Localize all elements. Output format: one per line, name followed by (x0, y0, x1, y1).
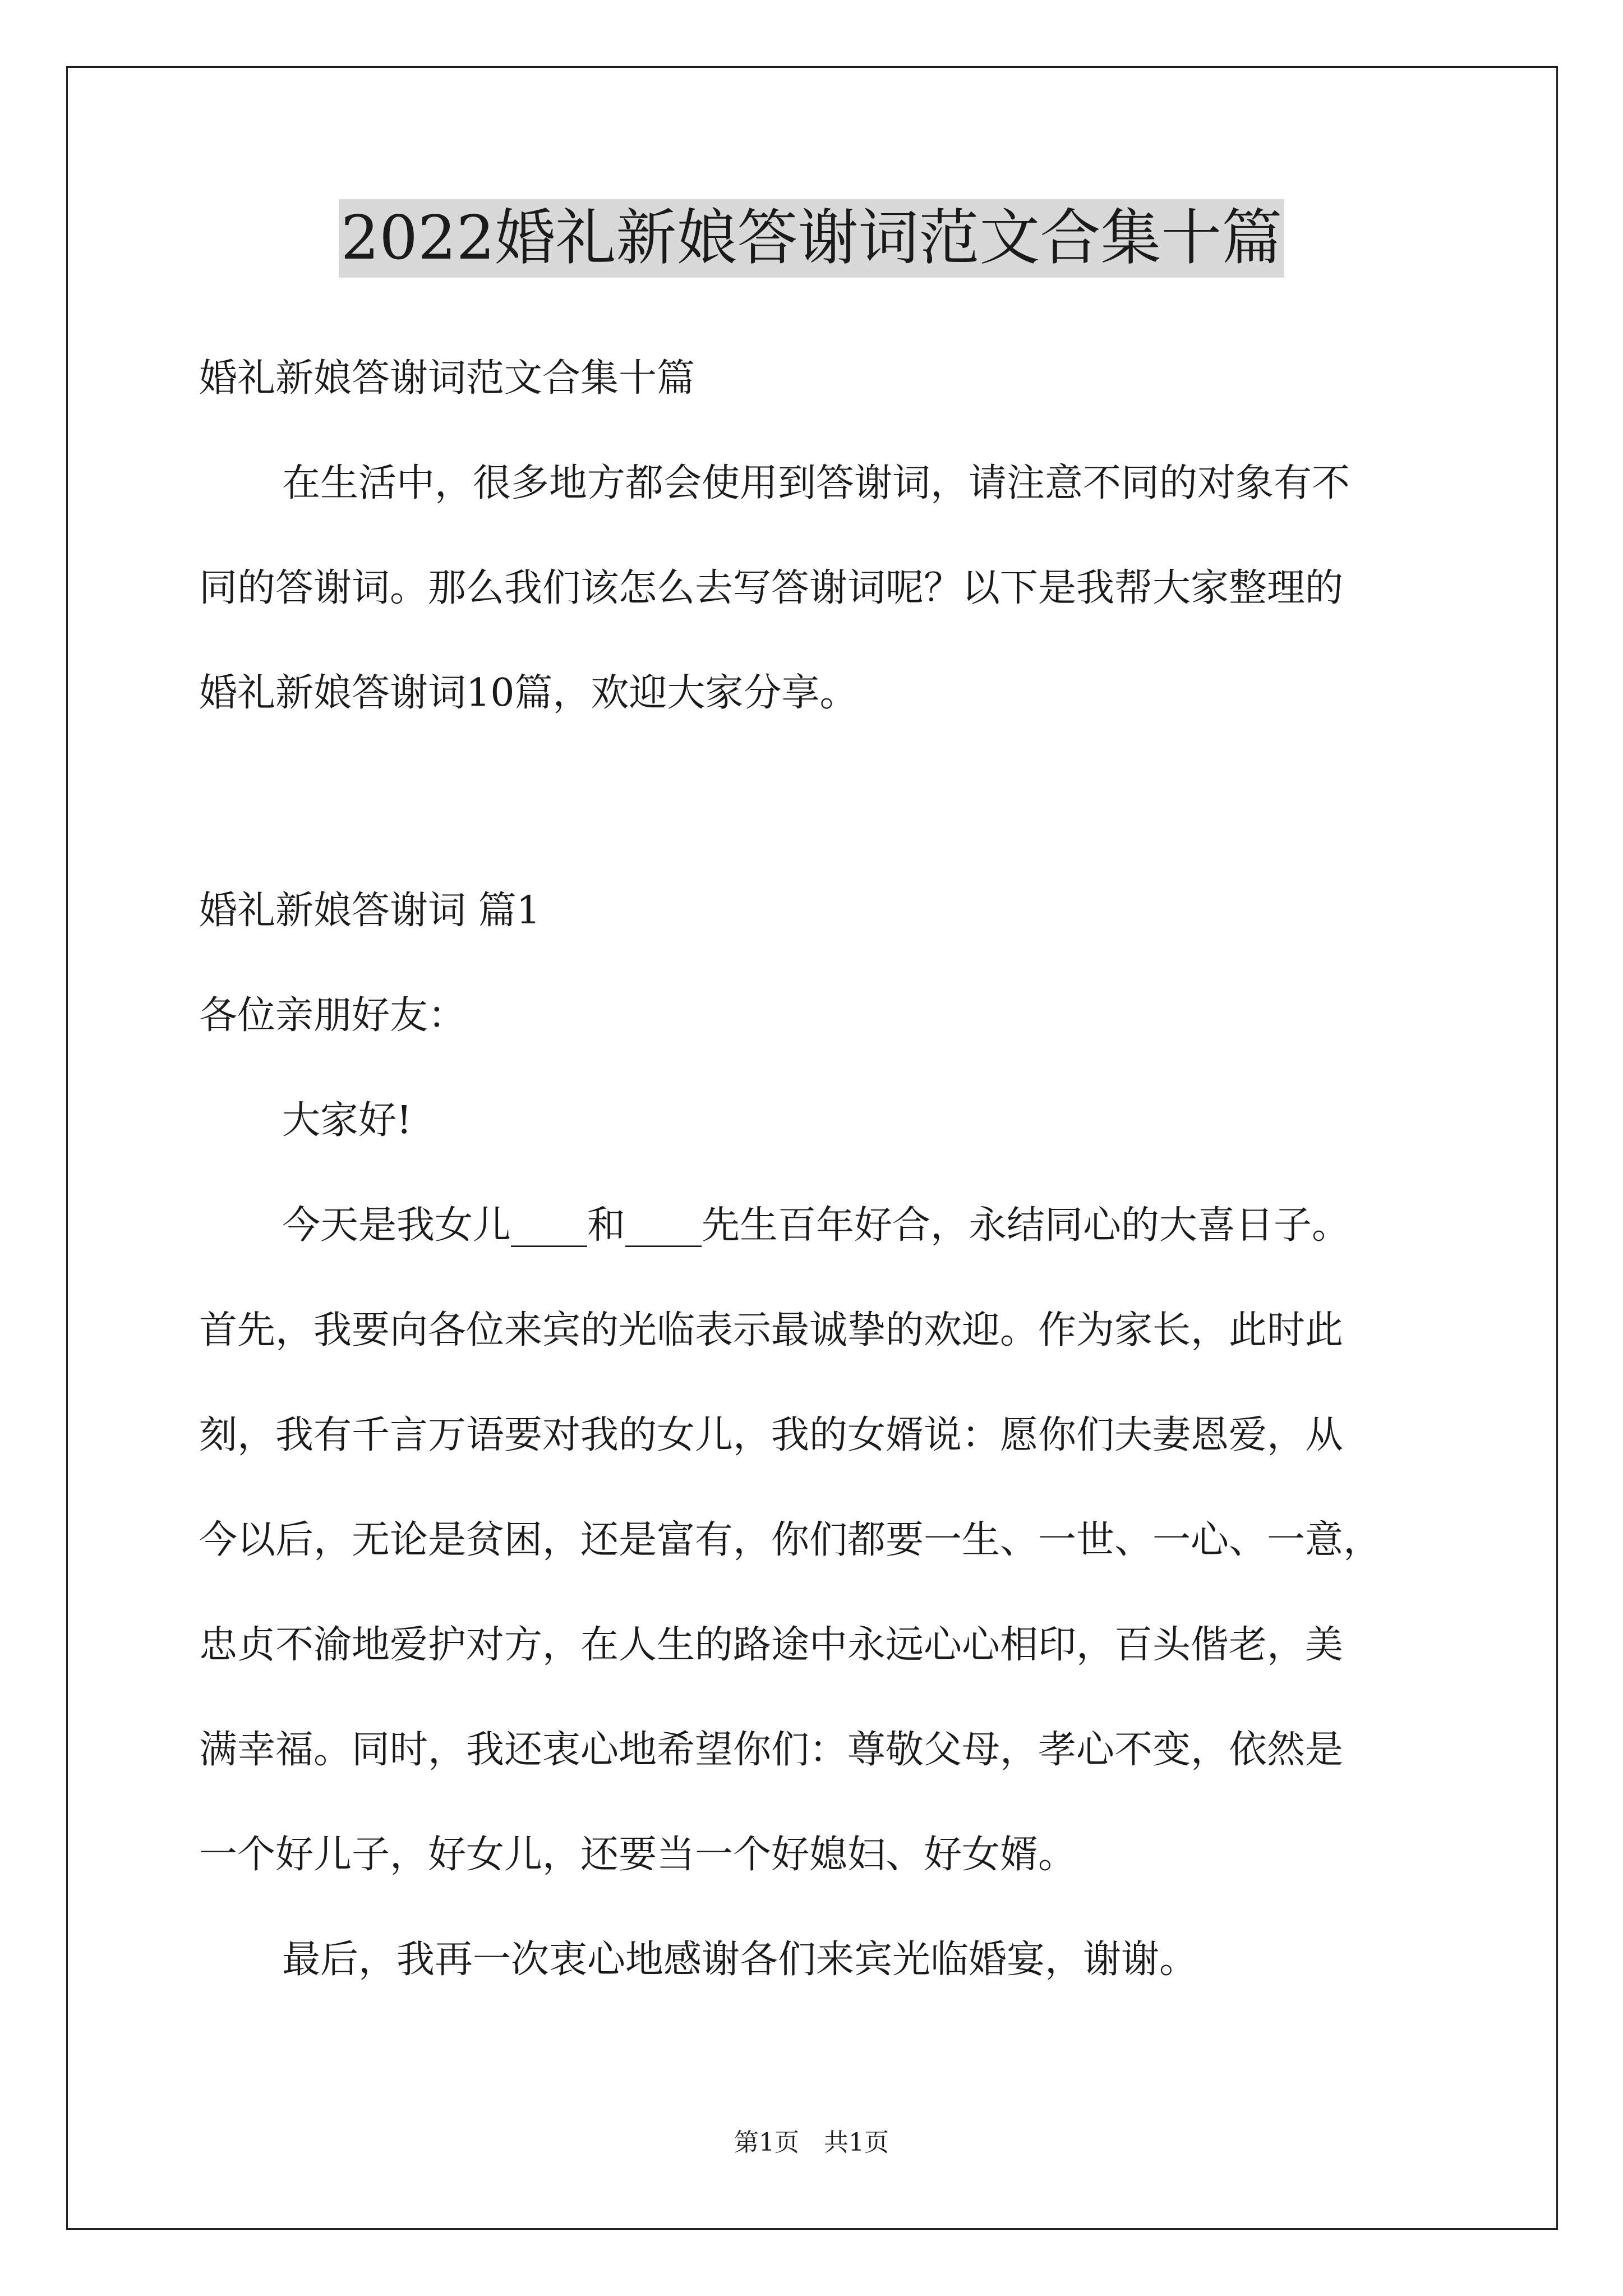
page-number: 第1页 (734, 2128, 799, 2157)
greeting: 大家好! (282, 1098, 412, 1143)
document-title: 2022婚礼新娘答谢词范文合集十篇 (339, 199, 1285, 278)
body-line-4: 今以后，无论是贫困，还是富有，你们都要一生、一世、一心、一意， (199, 1518, 1382, 1562)
intro-line-1: 在生活中，很多地方都会使用到答谢词，请注意不同的对象有不 (282, 461, 1350, 505)
closing-line: 最后，我再一次衷心地感谢各们来宾光临婚宴，谢谢。 (282, 1938, 1198, 1982)
section-heading: 婚礼新娘答谢词 篇1 (199, 889, 541, 933)
body-line-7: 一个好儿子，好女儿，还要当一个好媳妇、好女婿。 (199, 1833, 1077, 1877)
page-footer (0, 2126, 1623, 2160)
page-total: 共1页 (824, 2128, 889, 2157)
intro-line-3: 婚礼新娘答谢词10篇，欢迎大家分享。 (199, 671, 858, 715)
body-line-1: 今天是我女儿____和____先生百年好合，永结同心的大喜日子。 (282, 1203, 1350, 1248)
title-container (0, 199, 1623, 278)
body-line-6: 满幸福。同时，我还衷心地希望你们：尊敬父母，孝心不变，依然是 (199, 1728, 1344, 1772)
intro-line-2: 同的答谢词。那么我们该怎么去写答谢词呢？以下是我帮大家整理的 (199, 566, 1344, 610)
body-line-3: 刻，我有千言万语要对我的女儿，我的女婿说：愿你们夫妻恩爱，从 (199, 1413, 1344, 1457)
subtitle: 婚礼新娘答谢词范文合集十篇 (199, 356, 695, 401)
body-line-2: 首先，我要向各位来宾的光临表示最诚挚的欢迎。作为家长，此时此 (199, 1308, 1344, 1352)
body-line-5: 忠贞不渝地爱护对方，在人生的路途中永远心心相印，百头偕老，美 (199, 1623, 1344, 1667)
salutation: 各位亲朋好友： (199, 993, 467, 1038)
